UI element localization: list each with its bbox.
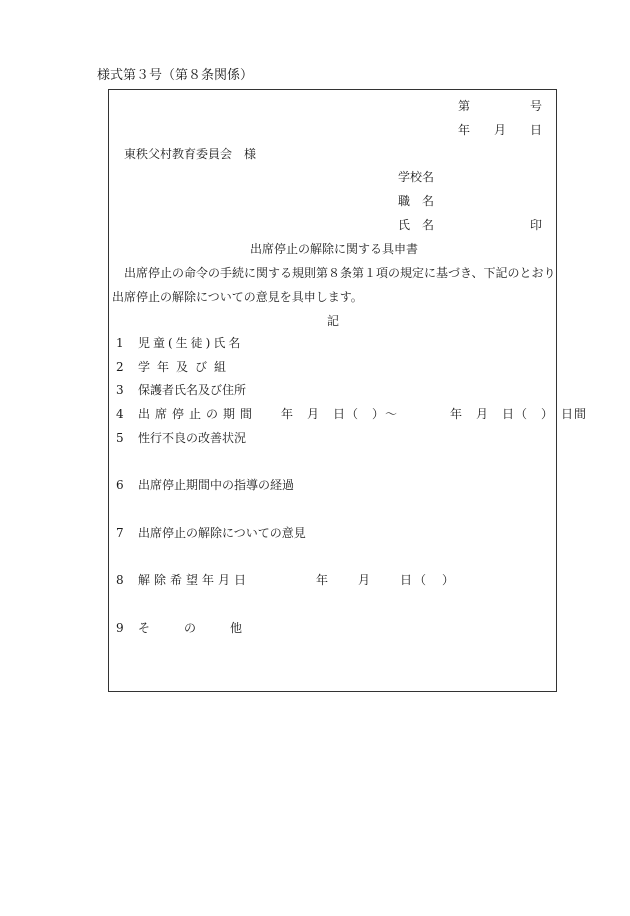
seal-label: 印 [530,218,543,232]
item3-label: 保護者氏名及び住所 [138,383,247,397]
item2-number: 2 [116,360,124,374]
item8-date-value: 年 月 日（ ） [316,573,457,587]
name-label-1: 氏 [398,218,411,232]
item4-label: 出席停止の期間 [138,407,258,421]
doc-number-go: 号 [530,99,543,113]
item5-label: 性行不良の改善状況 [138,431,247,445]
item3-number: 3 [116,383,124,397]
date-year-label: 年 [458,123,471,137]
item9-label: その他 [138,621,277,635]
item1-number: 1 [116,336,124,350]
name-label-2: 名 [422,218,435,232]
item9-number: 9 [116,621,124,635]
position-label-1: 職 [398,194,411,208]
item2-label: 学年及び組 [138,360,234,374]
date-month-label: 月 [494,123,507,137]
form-number: 様式第３号（第８条関係） [97,68,254,83]
item5-number: 5 [116,431,124,445]
body-line-2: 出席停止の解除についての意見を具申します。 [112,290,363,304]
body-line-1: 出席停止の命令の手続に関する規則第８条第１項の規定に基づき、下記のとおり [124,266,556,280]
item6-number: 6 [116,478,124,492]
document-title: 出席停止の解除に関する具申書 [250,242,419,256]
item7-number: 7 [116,526,124,540]
item4-period-value: 年 月 日（ ）～ 年 月 日（ ） 日間 [281,407,588,421]
date-day-label: 日 [530,123,543,137]
position-label-2: 名 [422,194,435,208]
doc-number-dai: 第 [458,99,471,113]
item6-label: 出席停止期間中の指導の経過 [138,478,295,492]
item4-number: 4 [116,407,124,421]
item8-number: 8 [116,573,124,587]
addressee: 東秩父村教育委員会 様 [124,147,257,161]
item8-label: 解除希望年月日 [138,573,251,587]
item1-label: 児童(生徒)氏名 [138,336,244,350]
school-name-label: 学校名 [398,170,435,184]
ki-heading: 記 [327,314,340,328]
item7-label: 出席停止の解除についての意見 [138,526,306,540]
